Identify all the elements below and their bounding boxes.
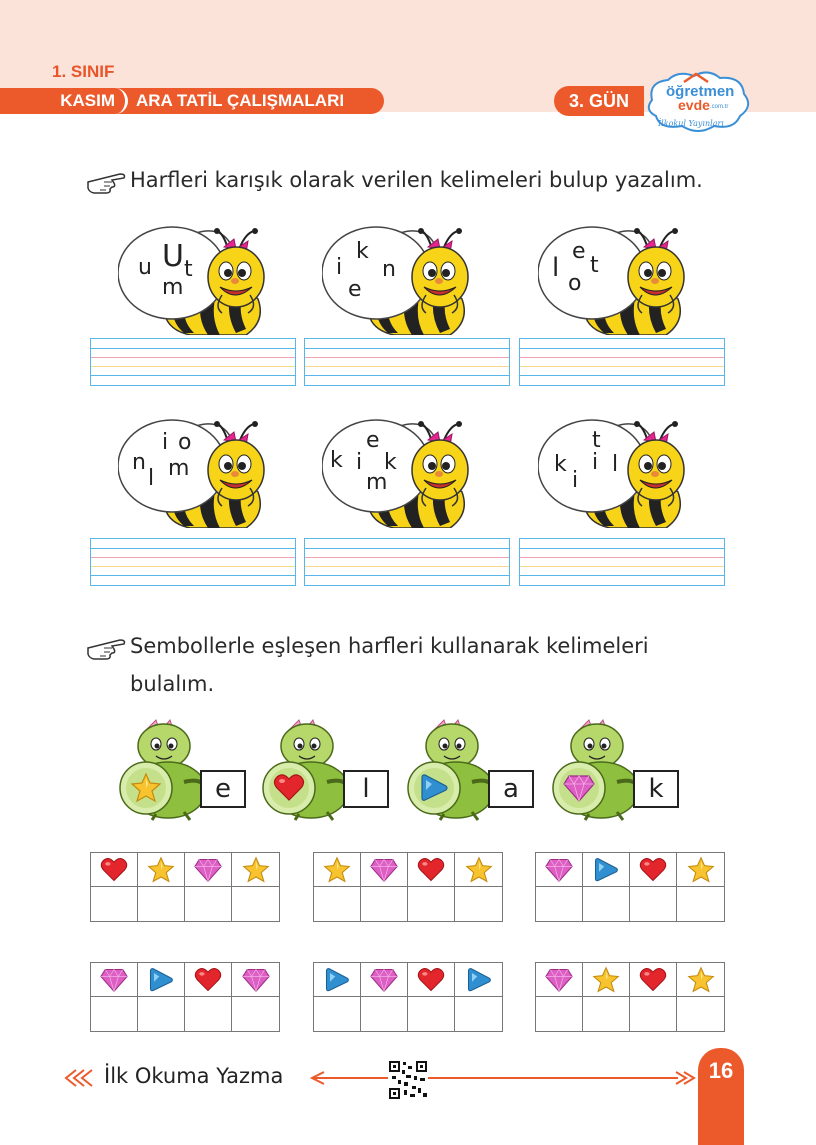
symbol-cell [455,853,502,887]
scrambled-letter: i [592,450,599,475]
writing-lines[interactable] [304,538,510,586]
answer-cell[interactable] [314,997,361,1031]
symbol-cell [630,963,677,997]
qr-code-icon [388,1060,428,1100]
scrambled-letter: i [356,450,363,475]
symbol-answer-grid [535,962,725,1032]
scrambled-letter: k [330,448,343,473]
heart-icon [273,772,305,804]
diamond-icon [370,966,398,994]
scrambled-letter: k [384,450,397,475]
symbol-key-turtle [545,712,715,822]
scrambled-letter: m [162,275,184,300]
answer-cell[interactable] [232,997,279,1031]
grade-label: 1. SINIF [52,62,115,81]
scrambled-letter: l [148,466,155,491]
logo-domain-text: .com.tr [710,104,729,110]
star-icon [242,856,270,884]
symbol-answer-grid [313,962,503,1032]
symbol-cell [455,963,502,997]
scrambled-letter: i [162,430,169,455]
answer-cell[interactable] [408,887,455,921]
star-icon [592,966,620,994]
bee-puzzle [538,225,688,335]
symbol-cell [677,853,724,887]
answer-cell[interactable] [91,997,138,1031]
symbol-cell [138,963,185,997]
answer-cell[interactable] [138,887,185,921]
scrambled-letter: n [132,450,146,475]
symbol-cell [91,853,138,887]
scrambled-letter: i [336,255,343,280]
triangle-icon [147,966,175,994]
symbol-answer-grid [90,962,280,1032]
triangle-icon [418,772,450,804]
symbol-cell [361,853,408,887]
bee-puzzle [322,418,472,528]
heart-icon [639,856,667,884]
instruction-2-line2: bulalım. [130,672,215,696]
symbol-cell [361,963,408,997]
scrambled-letter: k [356,239,369,264]
bee-puzzle [538,418,688,528]
symbol-answer-grid [313,852,503,922]
writing-lines[interactable] [90,338,296,386]
scrambled-letter: e [348,277,362,302]
pointing-hand-icon [86,634,128,662]
answer-cell[interactable] [361,997,408,1031]
symbol-cell [536,853,583,887]
answer-cell[interactable] [536,997,583,1031]
bee-puzzle [118,225,268,335]
month-label: KASIM [0,88,128,114]
answer-cell[interactable] [232,887,279,921]
diamond-icon [242,966,270,994]
arrow-line-left [310,1070,390,1086]
key-letter-box: a [488,770,534,808]
symbol-cell [232,963,279,997]
page-number: 16 [698,1048,744,1145]
bee-puzzle [322,225,472,335]
symbol-cell [314,853,361,887]
heart-icon [417,966,445,994]
triangle-icon [592,856,620,884]
symbol-cell [536,963,583,997]
heart-icon [639,966,667,994]
answer-cell[interactable] [185,887,232,921]
triangle-icon [323,966,351,994]
answer-cell[interactable] [138,997,185,1031]
scrambled-letter: m [366,470,388,495]
star-icon [147,856,175,884]
diamond-icon [545,856,573,884]
left-chevrons-icon [60,1068,100,1088]
answer-cell[interactable] [583,887,630,921]
logo-main-text: öğretmen [666,83,735,100]
instruction-2-line1: Sembollerle eşleşen harfleri kullanarak kelimeleri [130,634,649,658]
symbol-cell [630,853,677,887]
answer-cell[interactable] [185,997,232,1031]
diamond-icon [100,966,128,994]
worksheet-title: ARA TATİL ÇALIŞMALARI [136,91,345,110]
star-icon [687,856,715,884]
symbol-answer-grid [535,852,725,922]
book-title: İlk Okuma Yazma [104,1064,284,1088]
scrambled-letter: k [554,452,567,477]
star-icon [323,856,351,884]
heart-icon [100,856,128,884]
answer-cell[interactable] [630,997,677,1031]
answer-cell[interactable] [361,887,408,921]
scrambled-letter: t [184,257,193,282]
answer-cell[interactable] [630,887,677,921]
answer-cell[interactable] [408,997,455,1031]
symbol-answer-grid [90,852,280,922]
symbol-cell [185,853,232,887]
diamond-icon [370,856,398,884]
scrambled-letter: l [552,253,560,283]
scrambled-letter: u [138,255,152,280]
day-label: 3. GÜN [554,86,644,116]
scrambled-letter: l [612,452,619,477]
answer-cell[interactable] [455,997,502,1031]
symbol-cell [677,963,724,997]
scrambled-letter: o [568,271,582,296]
scrambled-letter: e [366,428,380,453]
scrambled-letter: t [592,428,601,453]
symbol-cell [138,853,185,887]
answer-cell[interactable] [536,887,583,921]
symbol-cell [91,963,138,997]
answer-cell[interactable] [677,997,724,1031]
key-letter-box: k [633,770,679,808]
scrambled-letter: o [178,430,192,455]
logo-sub-text: evde [678,97,710,113]
writing-lines[interactable] [90,538,296,586]
heart-icon [194,966,222,994]
answer-cell[interactable] [455,887,502,921]
symbol-cell [583,963,630,997]
scrambled-letter: U [162,239,184,274]
star-icon [130,772,162,804]
publisher-logo [644,70,754,140]
symbol-cell [185,963,232,997]
diamond-icon [194,856,222,884]
writing-lines[interactable] [304,338,510,386]
star-icon [465,856,493,884]
writing-lines[interactable] [519,538,725,586]
answer-cell[interactable] [583,997,630,1031]
arrow-line-right [428,1070,698,1086]
scrambled-letter: e [572,239,586,264]
symbol-cell [232,853,279,887]
writing-lines[interactable] [519,338,725,386]
answer-cell[interactable] [677,887,724,921]
heart-icon [417,856,445,884]
scrambled-letter: m [168,456,190,481]
key-letter-box: e [200,770,246,808]
symbol-cell [314,963,361,997]
bee-puzzle [118,418,268,528]
scrambled-letter: t [590,253,599,278]
symbol-cell [408,963,455,997]
key-letter-box: l [343,770,389,808]
scrambled-letter: i [572,468,579,493]
symbol-cell [583,853,630,887]
star-icon [687,966,715,994]
symbol-cell [408,853,455,887]
triangle-icon [465,966,493,994]
instruction-1: Harfleri karışık olarak verilen kelimeleri bulup yazalım. [130,168,703,192]
diamond-icon [545,966,573,994]
scrambled-letter: n [382,257,396,282]
logo-tagline: İlkokul Yayınları [658,119,724,128]
diamond-icon [563,772,595,804]
answer-cell[interactable] [314,887,361,921]
answer-cell[interactable] [91,887,138,921]
pointing-hand-icon [86,168,128,196]
